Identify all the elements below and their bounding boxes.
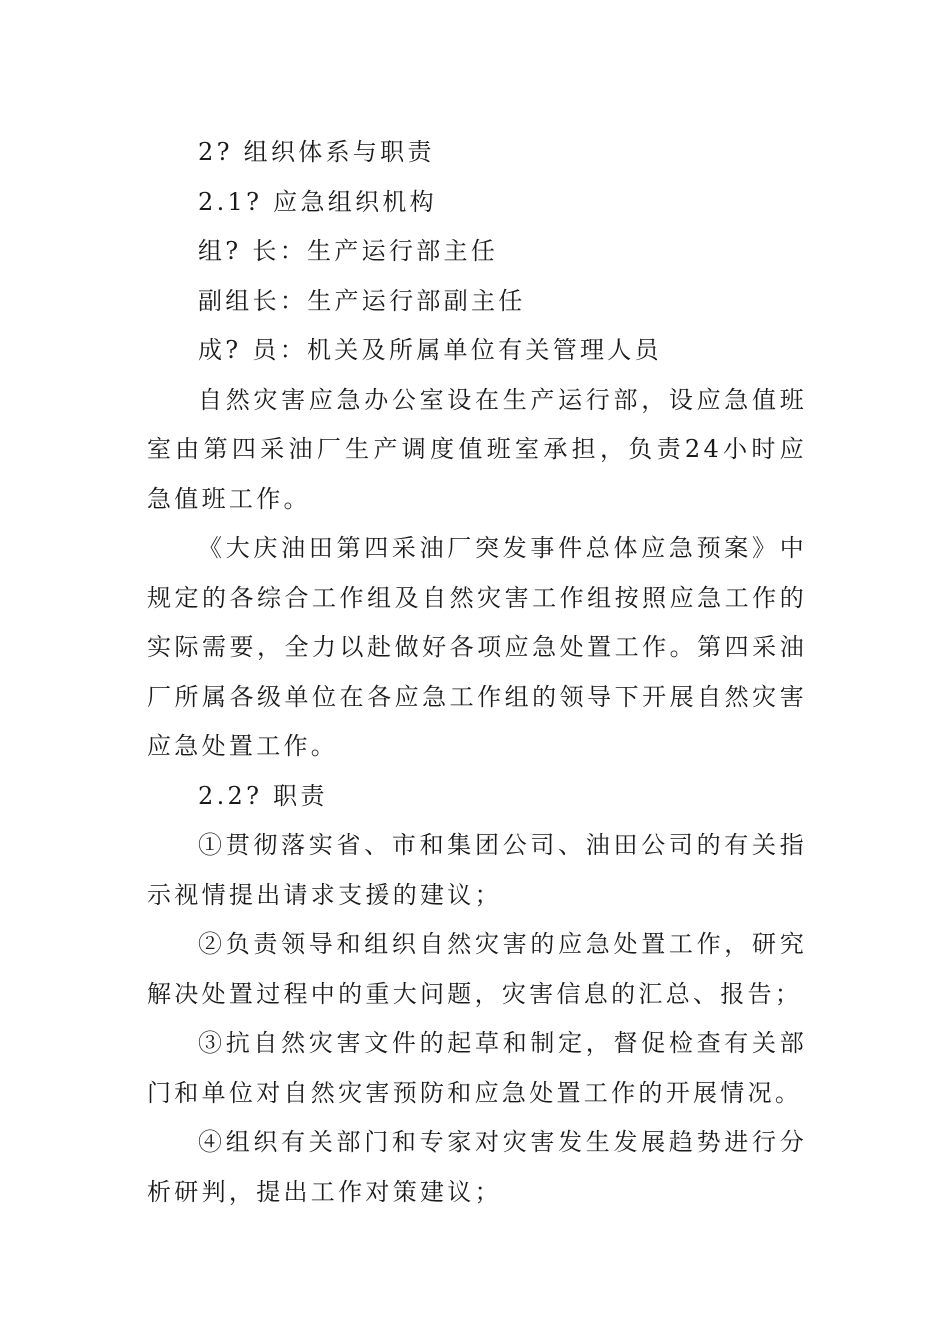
duty-item-1: ①贯彻落实省、市和集团公司、油田公司的有关指示视情提出请求支援的建议； [147, 831, 807, 909]
duty-item-2: ②负责领导和组织自然灾害的应急处置工作，研究解决处置过程中的重大问题，灾害信息的汇总、报告； [147, 930, 807, 1008]
plan-paragraph: 《大庆油田第四采油厂突发事件总体应急预案》中规定的各综合工作组及自然灾害工作组按照应急工作的实际需要，全力以赴做好各项应急处置工作。第四采油厂所属各级单位在各应急工作组的领导下开展自然灾害应急处置工作。 [147, 534, 807, 760]
office-paragraph: 自然灾害应急办公室设在生产运行部，设应急值班室由第四采油厂生产调度值班室承担，负责24小时应急值班工作。 [147, 385, 807, 513]
subsection-heading-2-2: 2.2? 职责 [198, 781, 328, 810]
team-leader-line: 组? 长：生产运行部主任 [198, 237, 499, 265]
subsection-heading-2-1: 2.1? 应急组织机构 [198, 187, 437, 216]
members-line: 成? 员：机关及所属单位有关管理人员 [198, 336, 662, 364]
deputy-leader-line: 副组长：生产运行部副主任 [198, 286, 526, 315]
duty-item-3: ③抗自然灾害文件的起草和制定，督促检查有关部门和单位对自然灾害预防和应急处置工作的开展情况。 [147, 1029, 807, 1107]
duty-item-4: ④组织有关部门和专家对灾害发生发展趋势进行分析研判，提出工作对策建议； [147, 1128, 807, 1206]
section-heading-2: 2? 组织体系与职责 [198, 138, 435, 166]
document-body [147, 128, 807, 1217]
